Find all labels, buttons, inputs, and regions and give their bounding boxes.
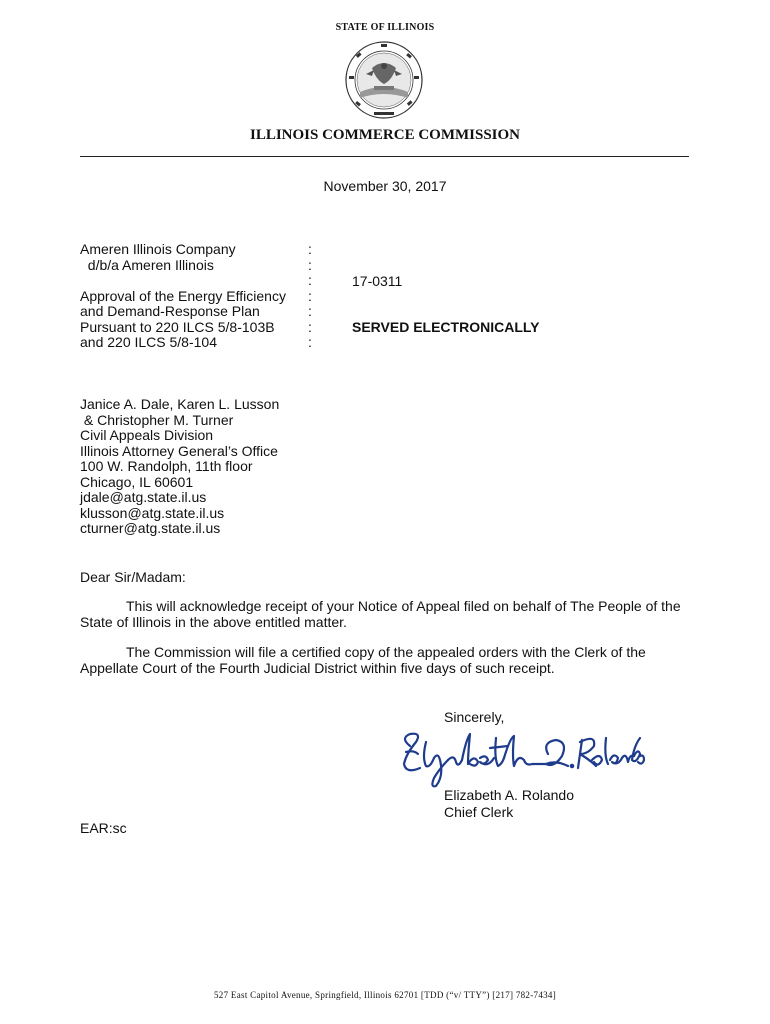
footer-address: 527 East Capitol Avenue, Springfield, Illinois 62701 [TDD (“v/ TTY”) [217] 782-7434] bbox=[213, 990, 557, 1000]
state-seal-icon bbox=[344, 40, 424, 120]
email-link[interactable]: jdale@atg.state.il.us bbox=[80, 489, 207, 505]
body-paragraph: The Commission will file a certified copy of the appealed orders with the Clerk of the Appellate Court of the Fourth Judicial District within five days of such receipt. bbox=[80, 644, 646, 676]
caption-colon: : bbox=[308, 318, 312, 335]
address-line: Janice A. Dale, Karen L. Lusson bbox=[80, 396, 280, 412]
signer-name: Elizabeth A. Rolando bbox=[444, 787, 574, 803]
case-caption bbox=[80, 242, 286, 351]
email-link[interactable]: cturner@atg.state.il.us bbox=[80, 520, 221, 536]
caption-colon: : bbox=[308, 334, 312, 350]
address-line: Civil Appeals Division bbox=[80, 427, 214, 443]
body-paragraph: This will acknowledge receipt of your Notice of Appeal filed on behalf of The People of the State of Illinois in the above entitled matter. bbox=[80, 598, 681, 630]
state-label: STATE OF ILLINOIS bbox=[335, 22, 435, 33]
address-line: 100 W. Randolph, 11th floor bbox=[80, 458, 253, 474]
caption-colon: : bbox=[308, 303, 312, 319]
signer-title: Chief Clerk bbox=[444, 804, 514, 820]
caption-line: and 220 ILCS 5/8-104 bbox=[80, 334, 217, 350]
caption-line: Approval of the Energy Efficiency bbox=[80, 287, 286, 304]
signer-block bbox=[444, 787, 574, 821]
closing-sincerely: Sincerely, bbox=[444, 709, 505, 725]
caption-line: and Demand-Response Plan bbox=[80, 303, 260, 319]
caption-line: Pursuant to 220 ILCS 5/8-103B bbox=[80, 318, 275, 335]
caption-colon: : bbox=[308, 241, 312, 257]
address-line: & Christopher M. Turner bbox=[80, 411, 234, 428]
caption-line: Ameren Illinois Company bbox=[80, 241, 236, 257]
header-divider bbox=[80, 156, 689, 157]
reference-initials: EAR:sc bbox=[80, 820, 127, 836]
letter-date: November 30, 2017 bbox=[323, 178, 447, 194]
caption-colon: : bbox=[308, 272, 312, 288]
email-link[interactable]: klusson@atg.state.il.us bbox=[80, 504, 225, 521]
salutation: Dear Sir/Madam: bbox=[80, 569, 186, 585]
signature-image bbox=[396, 724, 646, 790]
agency-name: ILLINOIS COMMERCE COMMISSION bbox=[249, 127, 521, 143]
address-line: Chicago, IL 60601 bbox=[80, 473, 194, 490]
caption-colon: : bbox=[308, 256, 312, 273]
caption-colon: : bbox=[308, 287, 312, 304]
docket-number: 17-0311 bbox=[352, 273, 403, 289]
recipient-address bbox=[80, 397, 279, 537]
address-line: Illinois Attorney General’s Office bbox=[80, 442, 278, 459]
caption-line bbox=[80, 273, 286, 289]
caption-colons bbox=[308, 242, 312, 351]
service-note: SERVED ELECTRONICALLY bbox=[352, 319, 540, 335]
caption-line: d/b/a Ameren Illinois bbox=[80, 256, 214, 273]
